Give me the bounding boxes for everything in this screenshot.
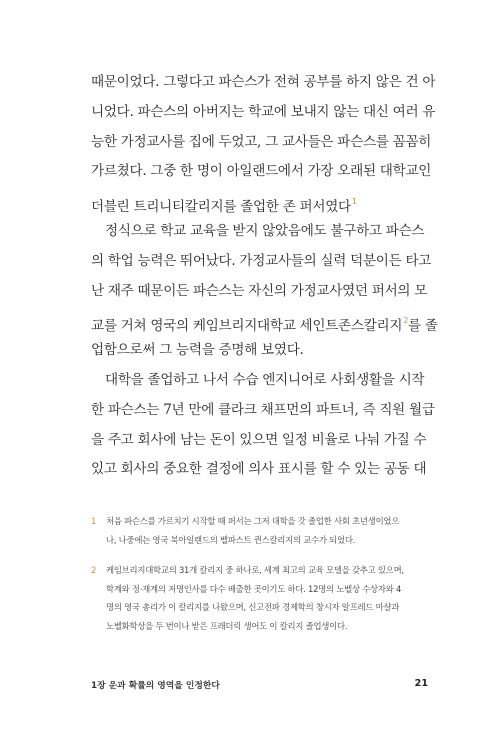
footnote-number: 2 xyxy=(91,565,97,576)
footnote-1 xyxy=(91,512,436,549)
body-line: 있고 회사의 중요한 결정에 의사 표시를 할 수 있는 공동 대 xyxy=(91,461,427,478)
body-line: 의 학업 능력은 뛰어났다. 가정교사들의 실력 덕분이든 타고 xyxy=(91,252,432,269)
footnote-line: 명의 영국 총리가 이 칼리지를 나왔으며, 신고전파 경제학의 창시자 알프레드 마샬과 xyxy=(106,602,400,613)
page-number: 21 xyxy=(414,678,428,689)
footnote-line: 케임브리지대학교의 31개 칼리지 중 하나로, 세계 최고의 교육 모델을 갖추고 있으며, xyxy=(106,565,404,576)
page-footer xyxy=(91,678,428,691)
footnote-2 xyxy=(91,561,436,635)
body-line: 때문이었다. 그렇다고 파슨스가 전혀 공부를 하지 않은 건 아 xyxy=(91,74,436,90)
body-line-text-tail: 를 졸 xyxy=(408,318,438,335)
body-line: 업함으로써 그 능력을 증명해 보였다. xyxy=(91,342,304,359)
footnote-number: 1 xyxy=(91,516,97,526)
footnote-body xyxy=(106,512,436,549)
body-line: 을 주고 회사에 남는 돈이 있으면 일정 비율로 나눠 가질 수 xyxy=(91,431,427,448)
footnote-ref-1: 1 xyxy=(351,197,357,207)
body-text xyxy=(91,68,438,485)
running-head: 1장 운과 확률의 영역을 인정한다 xyxy=(91,681,220,691)
footnote-line: 나, 나중에는 영국 북아일랜드의 벨파스트 퀸스칼리지의 교수가 되었다. xyxy=(106,534,356,545)
body-line: 니었다. 파슨스의 아버지는 학교에 보내지 않는 대신 여러 유 xyxy=(91,103,436,120)
body-line-with-ref xyxy=(91,187,428,217)
body-line: 대학을 졸업하고 나서 수습 엔지니어로 사회생활을 시작 xyxy=(105,371,425,388)
body-line: 가르쳤다. 그중 한 명이 아일랜드에서 가장 오래된 대학교인 xyxy=(91,163,432,180)
body-line: 난 재주 때문이든 파슨스는 자신의 가정교사였던 퍼서의 모 xyxy=(91,282,428,299)
footnote-line: 학계와 정·재계의 저명인사를 다수 배출한 곳이기도 하다. 12명의 노벨상 수상자와 4 xyxy=(106,583,402,594)
footnote-line: 노벨화학상을 두 번이나 받은 프레더릭 생어도 이 칼리지 졸업생이다. xyxy=(106,620,348,631)
footnote-line: 처음 파슨스를 가르치기 시작할 때 퍼서는 그저 대학을 갓 졸업한 사회 초년생이었으 xyxy=(106,516,400,526)
footnote-body xyxy=(106,561,436,635)
body-line-with-ref xyxy=(91,306,438,336)
footnote-ref-2: 2 xyxy=(403,316,409,326)
body-line-text: 교를 거쳐 영국의 케임브리지대학교 세인트존스칼리지 xyxy=(91,318,403,335)
body-line: 능한 가정교사를 집에 두었고, 그 교사들은 파슨스를 꼼꼼히 xyxy=(91,133,432,150)
body-line-text: 더블린 트리니티칼리지를 졸업한 존 퍼서였다 xyxy=(91,199,351,216)
body-line: 정식으로 학교 교육을 받지 않았음에도 불구하고 파슨스 xyxy=(105,222,425,239)
footnotes xyxy=(91,512,436,636)
body-line: 한 파슨스는 7년 만에 클라크 채프먼의 파트너, 즉 직원 월급 xyxy=(91,401,435,418)
